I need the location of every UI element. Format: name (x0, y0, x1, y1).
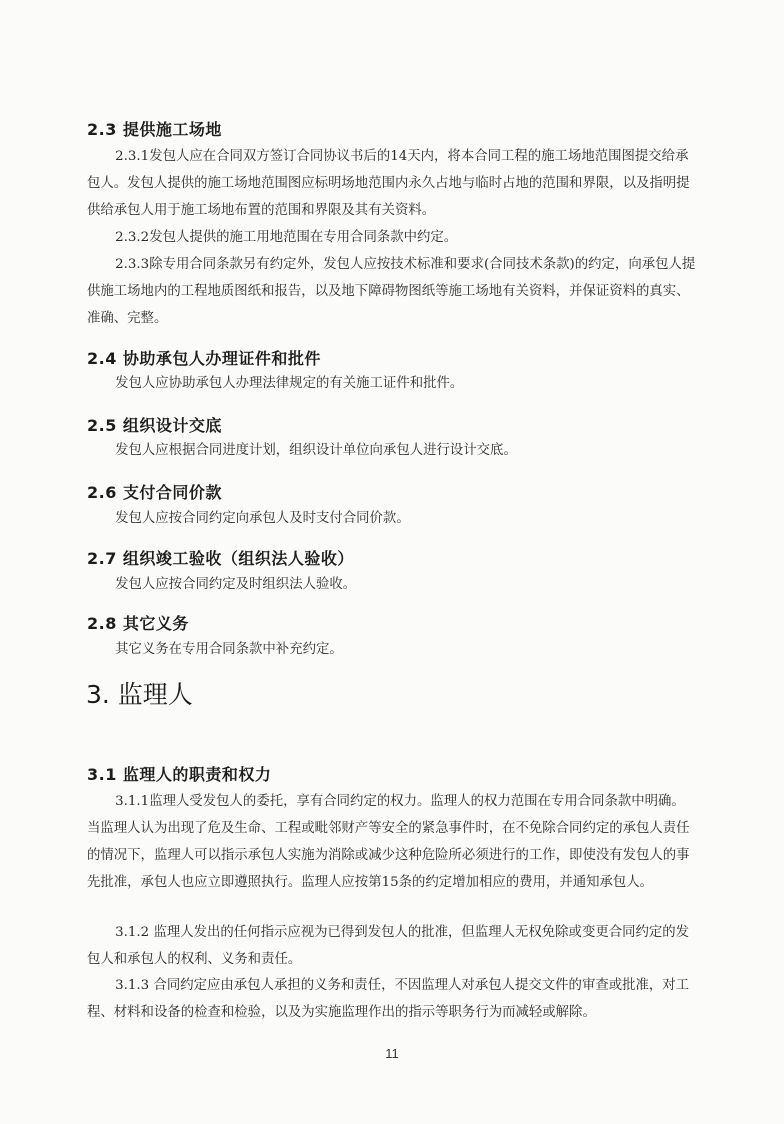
section-2-3-paragraph-3: 2.3.3除专用合同条款另有约定外，发包人应按技术标准和要求(合同技术条款)的约定，向承包人提供施工场地内的工程地质图纸和报告，以及地下障碍物图纸等施工场地有关资料，并保证资料的真实、准确、完整。 (87, 257, 696, 326)
section-3-1-paragraph-3: 3.1.3 合同约定应由承包人承担的义务和责任，不因监理人对承包人提交文件的审查或批准，对工程、材料和设备的检查和检验，以及为实施监理作出的指示等职务行为而减轻或解除。 (87, 978, 690, 1020)
section-2-8-heading: 2.8 其它义务 (87, 614, 189, 633)
section-3-1-paragraph-1: 3.1.1监理人受发包人的委托，享有合同约定的权力。监理人的权力范围在专用合同条款中明确。当监理人认为出现了危及生命、工程或毗邻财产等安全的紧急事件时，在不免除合同约定的承包人责任的情况下，监理人可以指示承包人实施为消除或减少这种危险所必须进行的工作，即使没有发包人的事先批准，承包人也应立即遵照执行。监理人应按第15条的约定增加相应的费用，并通知承包人。 (87, 794, 690, 890)
section-2-8-paragraph: 其它义务在专用合同条款中补充约定。 (115, 642, 343, 657)
section-2-4-paragraph: 发包人应协助承包人办理法律规定的有关施工证件和批件。 (115, 376, 464, 391)
section-2-6-heading: 2.6 支付合同价款 (87, 483, 222, 502)
section-2-5-paragraph: 发包人应根据合同进度计划，组织设计单位向承包人进行设计交底。 (115, 443, 517, 458)
section-3-1-heading: 3.1 监理人的职责和权力 (87, 765, 272, 784)
section-2-3-heading: 2.3 提供施工场地 (87, 120, 222, 139)
chapter-3-heading: 3. 监理人 (86, 680, 193, 709)
section-2-4-heading: 2.4 协助承包人办理证件和批件 (87, 349, 321, 368)
section-2-5-heading: 2.5 组织设计交底 (87, 416, 222, 435)
section-2-6-paragraph: 发包人应按合同约定向承包人及时支付合同价款。 (115, 511, 410, 526)
section-3-1-paragraph-2: 3.1.2 监理人发出的任何指示应视为已得到发包人的批准，但监理人无权免除或变更合同约定的发包人和承包人的权利、义务和责任。 (87, 925, 690, 967)
section-2-7-heading: 2.7 组织竣工验收（组织法人验收） (87, 549, 354, 568)
section-2-3-paragraph-2: 2.3.2发包人提供的施工用地范围在专用合同条款中约定。 (115, 230, 458, 245)
section-2-3-paragraph-1: 2.3.1发包人应在合同双方签订合同协议书后的14天内，将本合同工程的施工场地范围图提交给承包人。发包人提供的施工场地范围图应标明场地范围内永久占地与临时占地的范围和界限，以及指明提供给承包人用于施工场地布置的范围和界限及其有关资料。 (87, 149, 690, 218)
page-number: 11 (385, 1046, 399, 1061)
section-2-7-paragraph: 发包人应按合同约定及时组织法人验收。 (115, 577, 357, 592)
